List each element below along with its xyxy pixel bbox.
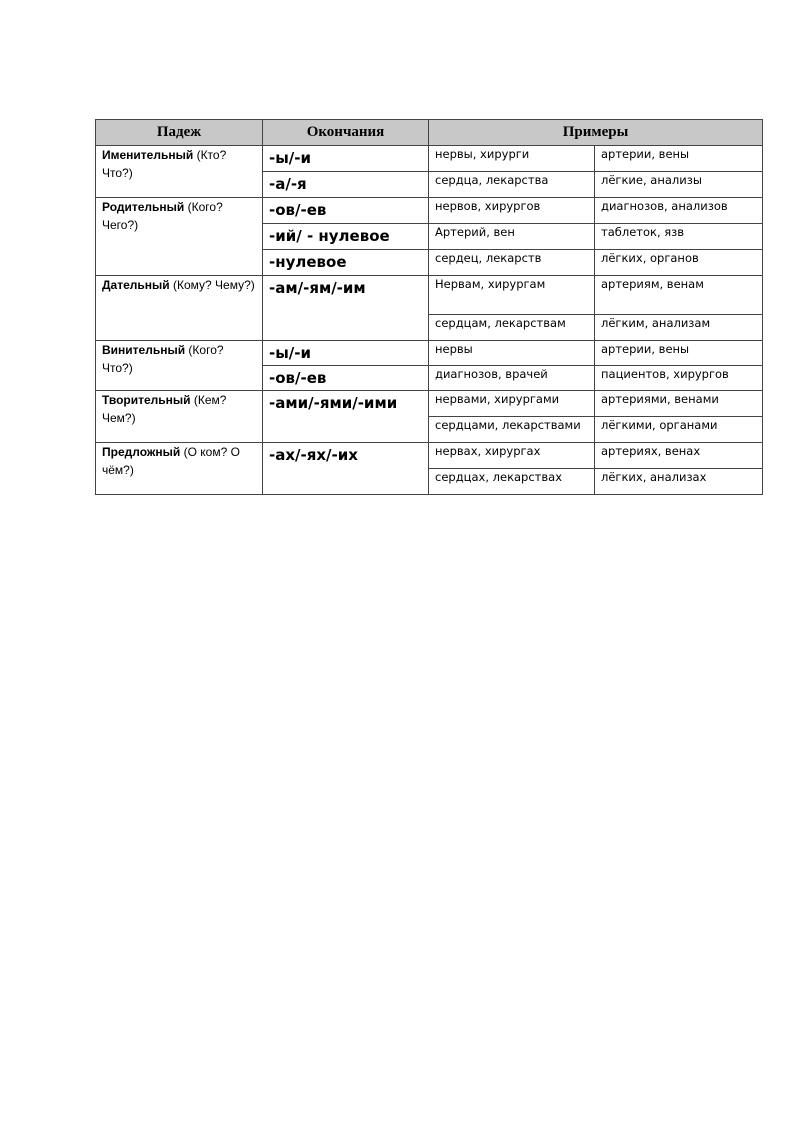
case-name: Предложный <box>102 445 181 459</box>
case-question: (Кто? Что?) <box>102 148 227 180</box>
case-cell <box>96 341 263 391</box>
example-cell: сердца, лекарства <box>429 172 595 198</box>
example-cell: нервы <box>429 341 595 366</box>
case-question: (Кого? Чего?) <box>102 200 223 232</box>
ending-cell: -нулевое <box>263 250 429 276</box>
header-endings: Окончания <box>263 120 429 146</box>
case-cell <box>96 391 263 443</box>
example-cell: пациентов, хирургов <box>595 366 763 391</box>
ending-cell: -а/-я <box>263 172 429 198</box>
case-cell <box>96 276 263 341</box>
ending-cell: -ий/ - нулевое <box>263 224 429 250</box>
case-endings-table <box>95 119 763 495</box>
example-cell: лёгких, органов <box>595 250 763 276</box>
example-cell: диагнозов, анализов <box>595 198 763 224</box>
example-cell: сердцами, лекарствами <box>429 417 595 443</box>
example-cell: нервами, хирургами <box>429 391 595 417</box>
example-cell: артериями, венами <box>595 391 763 417</box>
case-question: (Кому? Чему?) <box>169 278 255 292</box>
case-cell <box>96 443 263 495</box>
example-cell: артериях, венах <box>595 443 763 469</box>
example-cell: таблеток, язв <box>595 224 763 250</box>
ending-cell: -ах/-ях/-их <box>263 443 429 495</box>
example-cell: Артерий, вен <box>429 224 595 250</box>
case-name: Родительный <box>102 200 185 214</box>
case-name: Творительный <box>102 393 191 407</box>
ending-cell: -ы/-и <box>263 341 429 366</box>
case-question: (О ком? О чём?) <box>102 445 240 477</box>
case-question: (Кого? Что?) <box>102 343 224 375</box>
ending-cell: -ы/-и <box>263 146 429 172</box>
example-cell: нервах, хирургах <box>429 443 595 469</box>
example-cell: сердцам, лекарствам <box>429 315 595 341</box>
case-question: (Кем? Чем?) <box>102 393 227 425</box>
example-cell: сердцах, лекарствах <box>429 469 595 495</box>
case-name: Дательный <box>102 278 170 292</box>
example-cell: диагнозов, врачей <box>429 366 595 391</box>
ending-cell: -ов/-ев <box>263 366 429 391</box>
example-cell: нервов, хирургов <box>429 198 595 224</box>
ending-cell: -ов/-ев <box>263 198 429 224</box>
case-name: Именительный <box>102 148 194 162</box>
header-examples: Примеры <box>429 120 763 146</box>
example-cell: лёгкими, органами <box>595 417 763 443</box>
example-cell: лёгкие, анализы <box>595 172 763 198</box>
example-cell: артерии, вены <box>595 146 763 172</box>
example-cell: артерии, вены <box>595 341 763 366</box>
example-cell: Нервам, хирургам <box>429 276 595 315</box>
example-cell: артериям, венам <box>595 276 763 315</box>
case-cell <box>96 146 263 198</box>
example-cell: лёгким, анализам <box>595 315 763 341</box>
example-cell: сердец, лекарств <box>429 250 595 276</box>
case-name: Винительный <box>102 343 186 357</box>
case-cell <box>96 198 263 276</box>
example-cell: нервы, хирурги <box>429 146 595 172</box>
header-case: Падеж <box>96 120 263 146</box>
ending-cell: -ами/-ями/-ими <box>263 391 429 443</box>
example-cell: лёгких, анализах <box>595 469 763 495</box>
ending-cell: -ам/-ям/-им <box>263 276 429 341</box>
